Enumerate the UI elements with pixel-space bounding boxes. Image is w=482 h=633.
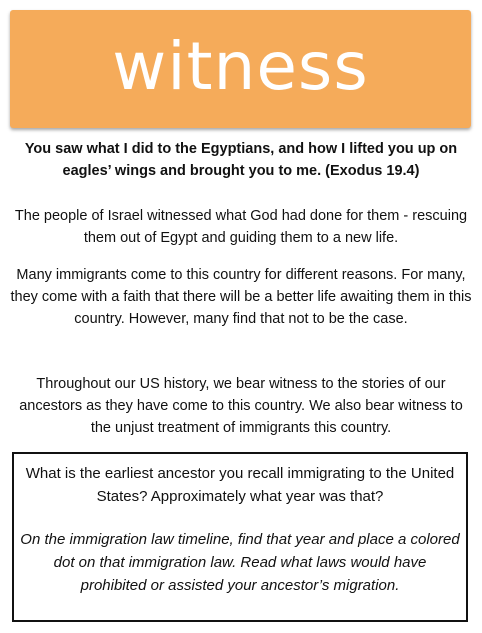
timeline-instruction: On the immigration law timeline, find that year and place a colored dot on that immigration law. Read what laws would have prohibited or assisted your ancestor’s migration. [20, 531, 460, 594]
title-banner [10, 10, 471, 128]
reflection-box [12, 452, 468, 622]
paragraph-immigrants: Many immigrants come to this country for different reasons. For many, they come with a faith that there will be a better life awaiting them in this country. However, many find that not to be the case. [10, 267, 472, 327]
scripture-quote: You saw what I did to the Egyptians, and how I lifted you up on eagles’ wings and brought you to me. (Exodus 19.4) [24, 141, 458, 179]
page-title: witness [112, 28, 369, 105]
paragraph-history: Throughout our US history, we bear witness to the stories of our ancestors as they have come to this country. We also bear witness to the unjust treatment of immigrants this country. [19, 376, 463, 436]
reflection-question: What is the earliest ancestor you recall immigrating to the United States? Approximately what year was that? [25, 465, 455, 505]
paragraph-israel: The people of Israel witnessed what God had done for them - rescuing them out of Egypt and guiding them to a new life. [14, 208, 468, 246]
